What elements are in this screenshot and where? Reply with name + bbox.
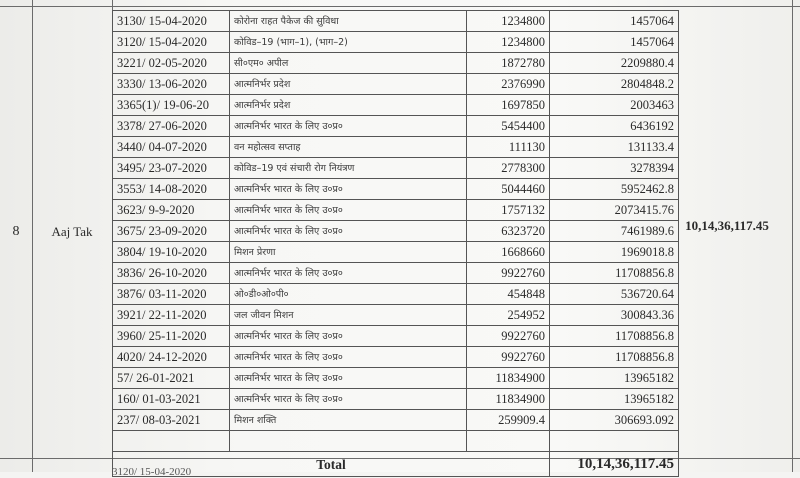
table-row bbox=[113, 158, 679, 179]
table-row bbox=[113, 410, 679, 431]
amount: 9922760 bbox=[467, 263, 550, 284]
table-row bbox=[113, 368, 679, 389]
col-divider-grand-total bbox=[792, 0, 793, 472]
table-row bbox=[113, 116, 679, 137]
amount-with-gst: 2073415.76 bbox=[550, 200, 679, 221]
campaign-description: आत्मनिर्भर भारत के लिए उ०प्र० bbox=[230, 326, 467, 347]
amount-with-gst: 5952462.8 bbox=[550, 179, 679, 200]
table-row bbox=[113, 389, 679, 410]
table-row bbox=[113, 95, 679, 116]
release-order-ref: 3495/ 23-07-2020 bbox=[113, 158, 230, 179]
amount-with-gst: 2804848.2 bbox=[550, 74, 679, 95]
amount-with-gst bbox=[550, 431, 679, 452]
total-row bbox=[113, 452, 679, 477]
release-order-ref: 3836/ 26-10-2020 bbox=[113, 263, 230, 284]
amount-with-gst: 3278394 bbox=[550, 158, 679, 179]
release-order-ref: 3675/ 23-09-2020 bbox=[113, 221, 230, 242]
total-value: 10,14,36,117.45 bbox=[550, 452, 679, 477]
campaign-description: आत्मनिर्भर भारत के लिए उ०प्र० bbox=[230, 116, 467, 137]
amount: 254952 bbox=[467, 305, 550, 326]
grand-total: 10,14,36,117.45 bbox=[685, 218, 769, 233]
channel-name: Aaj Tak bbox=[51, 224, 93, 239]
amount-with-gst: 1457064 bbox=[550, 11, 679, 32]
table-row bbox=[113, 242, 679, 263]
amount-with-gst: 1457064 bbox=[550, 32, 679, 53]
amount: 5044460 bbox=[467, 179, 550, 200]
amount-with-gst: 7461989.6 bbox=[550, 221, 679, 242]
amount-with-gst: 13965182 bbox=[550, 368, 679, 389]
release-order-ref: 3921/ 22-11-2020 bbox=[113, 305, 230, 326]
amount-with-gst: 1969018.8 bbox=[550, 242, 679, 263]
campaign-description: सी०एम० अपील bbox=[230, 53, 467, 74]
release-order-ref: 237/ 08-03-2021 bbox=[113, 410, 230, 431]
campaign-description: आत्मनिर्भर प्रदेश bbox=[230, 74, 467, 95]
campaign-description: आत्मनिर्भर भारत के लिए उ०प्र० bbox=[230, 368, 467, 389]
amount-with-gst: 131133.4 bbox=[550, 137, 679, 158]
campaign-description: आत्मनिर्भर भारत के लिए उ०प्र० bbox=[230, 389, 467, 410]
amount-with-gst: 11708856.8 bbox=[550, 347, 679, 368]
campaign-description: कोरोना राहत पैकेज की सुविधा bbox=[230, 11, 467, 32]
release-order-ref: 3876/ 03-11-2020 bbox=[113, 284, 230, 305]
amount-with-gst: 300843.36 bbox=[550, 305, 679, 326]
release-order-ref: 3960/ 25-11-2020 bbox=[113, 326, 230, 347]
amount-with-gst: 11708856.8 bbox=[550, 263, 679, 284]
table-row bbox=[113, 326, 679, 347]
release-order-ref bbox=[113, 431, 230, 452]
amount: 9922760 bbox=[467, 347, 550, 368]
release-order-ref: 3378/ 27-06-2020 bbox=[113, 116, 230, 137]
amount-with-gst: 11708856.8 bbox=[550, 326, 679, 347]
release-order-ref: 3440/ 04-07-2020 bbox=[113, 137, 230, 158]
campaign-description: मिशन शक्ति bbox=[230, 410, 467, 431]
table-row bbox=[113, 263, 679, 284]
campaign-description: आत्मनिर्भर प्रदेश bbox=[230, 95, 467, 116]
amount: 1872780 bbox=[467, 53, 550, 74]
campaign-description: आत्मनिर्भर भारत के लिए उ०प्र० bbox=[230, 200, 467, 221]
release-order-ref: 3120/ 15-04-2020 bbox=[113, 32, 230, 53]
amount: 11834900 bbox=[467, 389, 550, 410]
table-row bbox=[113, 32, 679, 53]
release-order-ref: 4020/ 24-12-2020 bbox=[113, 347, 230, 368]
release-order-ref: 3221/ 02-05-2020 bbox=[113, 53, 230, 74]
campaign-description: आत्मनिर्भर भारत के लिए उ०प्र० bbox=[230, 179, 467, 200]
amount-with-gst: 13965182 bbox=[550, 389, 679, 410]
campaign-description: आत्मनिर्भर भारत के लिए उ०प्र० bbox=[230, 347, 467, 368]
amount: 9922760 bbox=[467, 326, 550, 347]
release-orders-table bbox=[112, 10, 679, 477]
serial-number: 8 bbox=[12, 224, 20, 239]
amount-with-gst: 306693.092 bbox=[550, 410, 679, 431]
amount: 11834900 bbox=[467, 368, 550, 389]
table-row bbox=[113, 305, 679, 326]
campaign-description: ओ०डी०ओ०पी० bbox=[230, 284, 467, 305]
amount-with-gst: 2209880.4 bbox=[550, 53, 679, 74]
release-order-ref: 160/ 01-03-2021 bbox=[113, 389, 230, 410]
amount-with-gst: 2003463 bbox=[550, 95, 679, 116]
table-row bbox=[113, 179, 679, 200]
table-row bbox=[113, 347, 679, 368]
release-order-ref: 3553/ 14-08-2020 bbox=[113, 179, 230, 200]
campaign-description: कोविड–19 (भाग–1), (भाग–2) bbox=[230, 32, 467, 53]
amount bbox=[467, 431, 550, 452]
release-order-ref: 3130/ 15-04-2020 bbox=[113, 11, 230, 32]
amount: 1668660 bbox=[467, 242, 550, 263]
table-row bbox=[113, 137, 679, 158]
table-row bbox=[113, 74, 679, 95]
campaign-description: कोविड–19 एवं संचारी रोग नियंत्रण bbox=[230, 158, 467, 179]
amount-with-gst: 6436192 bbox=[550, 116, 679, 137]
table-row bbox=[113, 53, 679, 74]
campaign-description: जल जीवन मिशन bbox=[230, 305, 467, 326]
total-label: Total bbox=[113, 452, 550, 477]
campaign-description: आत्मनिर्भर भारत के लिए उ०प्र० bbox=[230, 263, 467, 284]
release-order-ref: 3623/ 9-9-2020 bbox=[113, 200, 230, 221]
amount: 454848 bbox=[467, 284, 550, 305]
amount: 111130 bbox=[467, 137, 550, 158]
campaign-description: आत्मनिर्भर भारत के लिए उ०प्र० bbox=[230, 221, 467, 242]
amount: 1234800 bbox=[467, 32, 550, 53]
amount: 5454400 bbox=[467, 116, 550, 137]
amount-with-gst: 536720.64 bbox=[550, 284, 679, 305]
amount: 259909.4 bbox=[467, 410, 550, 431]
table-row bbox=[113, 221, 679, 242]
table-row bbox=[113, 11, 679, 32]
campaign-description: मिशन प्रेरणा bbox=[230, 242, 467, 263]
table-row bbox=[113, 284, 679, 305]
amount: 1234800 bbox=[467, 11, 550, 32]
amount: 1697850 bbox=[467, 95, 550, 116]
table-row bbox=[113, 200, 679, 221]
amount: 2376990 bbox=[467, 74, 550, 95]
amount: 6323720 bbox=[467, 221, 550, 242]
next-row-partial: 3120/ 15-04-2020 bbox=[112, 466, 192, 478]
release-order-ref: 3330/ 13-06-2020 bbox=[113, 74, 230, 95]
release-order-ref: 3365(1)/ 19-06-20 bbox=[113, 95, 230, 116]
release-order-ref: 3804/ 19-10-2020 bbox=[113, 242, 230, 263]
table-row bbox=[113, 431, 679, 452]
campaign-description bbox=[230, 431, 467, 452]
amount: 1757132 bbox=[467, 200, 550, 221]
campaign-description: वन महोत्सव सप्ताह bbox=[230, 137, 467, 158]
release-order-ref: 57/ 26-01-2021 bbox=[113, 368, 230, 389]
amount: 2778300 bbox=[467, 158, 550, 179]
